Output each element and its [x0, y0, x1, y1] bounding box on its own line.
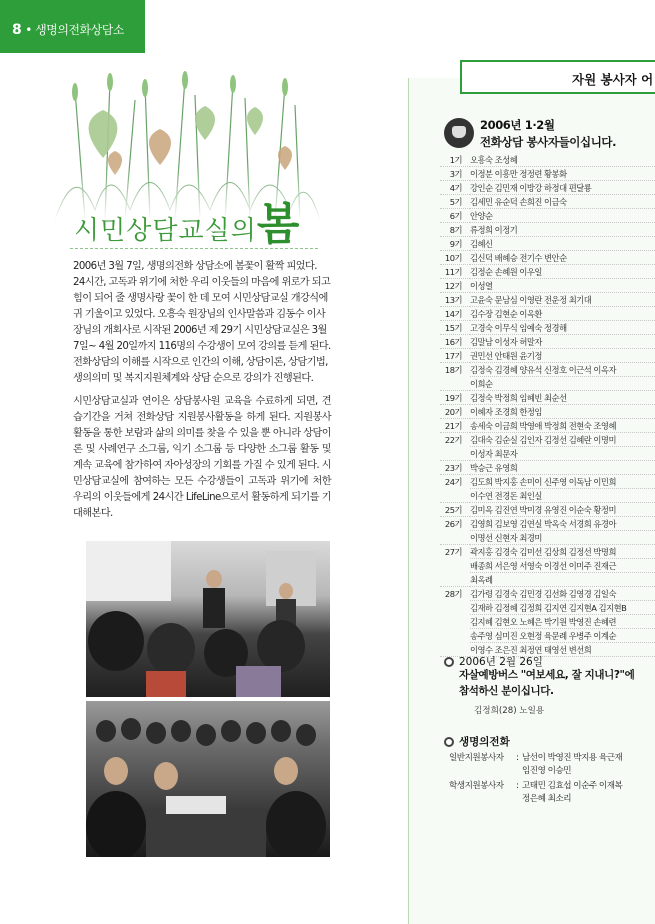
volunteer-row: [440, 223, 655, 237]
volunteer-names: 오흥숙 조성혜: [470, 153, 655, 167]
article-body: [73, 259, 331, 522]
volunteer-names: 김미옥 김진연 박미경 유영진 이순숙 황정미: [470, 503, 655, 517]
volunteer-cohort: 8기: [440, 223, 470, 237]
row-label: 학생지원봉사자: [449, 781, 504, 791]
volunteer-names: 송세숙 이금희 박영애 박정희 전현숙 조영혜: [470, 419, 655, 433]
section1-title-line1: 2006년 1·2월: [480, 118, 555, 132]
section2-text: [459, 667, 634, 699]
volunteer-row: [440, 545, 655, 587]
volunteer-names: 김수장 김현순 이옥환: [470, 307, 655, 321]
volunteer-row: [440, 307, 655, 321]
volunteer-cohort: 27기: [440, 545, 470, 587]
page-tab: [0, 0, 145, 53]
volunteer-names: 강인순 김민재 이방강 하정대 편달룡: [470, 181, 655, 195]
volunteer-cohort: 13기: [440, 293, 470, 307]
section1-title: [480, 117, 616, 151]
volunteer-names: 류정희 이정기: [470, 223, 655, 237]
volunteer-row: [440, 195, 655, 209]
volunteer-row: [440, 251, 655, 265]
volunteer-row: [440, 321, 655, 335]
section3-row: [449, 752, 655, 778]
section3-row: [449, 780, 655, 806]
volunteer-cohort: 20기: [440, 405, 470, 419]
volunteer-names: 김세민 유순덕 손희진 이금숙: [470, 195, 655, 209]
section2-participant: 김정희(28) 노일용: [474, 706, 545, 716]
section3-rows: [449, 752, 655, 808]
section3-title: 생명의전화: [459, 736, 510, 748]
volunteer-cohort: 17기: [440, 349, 470, 363]
lecture-photo-top-scene: [86, 541, 330, 697]
section-name: 생명의전화상담소: [35, 23, 124, 37]
volunteer-names: 고경숙 이무식 임예숙 정경해: [470, 321, 655, 335]
volunteer-cohort: 21기: [440, 419, 470, 433]
volunteer-names: 김정숙 박정희 임혜빈 최순선: [470, 391, 655, 405]
article-title: [74, 188, 299, 248]
volunteer-cohort: 18기: [440, 363, 470, 391]
volunteer-row: [440, 405, 655, 419]
volunteer-row: [440, 461, 655, 475]
volunteer-cohort: 22기: [440, 433, 470, 461]
row-label: 일반지원봉사자: [449, 753, 504, 763]
volunteer-names: 이정분 이흥만 정정련 황봉화: [470, 167, 655, 181]
volunteer-names: 김혜신: [470, 237, 655, 251]
volunteer-row: [440, 349, 655, 363]
volunteer-row: [440, 293, 655, 307]
volunteer-names: 김영희 김보영 김연실 박옥숙 서경희 유경아 이명선 신현자 최경미: [470, 517, 655, 545]
volunteer-cohort: 12기: [440, 279, 470, 293]
article-title-highlight: 봄: [256, 199, 300, 250]
volunteer-names: 김대숙 김순실 김인자 김정선 김혜란 이명미 이성자 최문자: [470, 433, 655, 461]
section2-line2: 참석하신 분이십니다.: [459, 685, 554, 697]
volunteer-row: [440, 209, 655, 223]
volunteer-row: [440, 433, 655, 461]
lecture-photo-top: [86, 541, 330, 697]
volunteer-names: 김정숙 김경혜 양유석 신정호 이근석 이옥자 이희순: [470, 363, 655, 391]
volunteer-row: [440, 153, 655, 167]
section2-date: 2006년 2월 26일: [459, 656, 543, 668]
volunteer-cohort: 3기: [440, 167, 470, 181]
article-paragraph-1: 2006년 3월 7일, 생명의전화 상담소에 봄꽃이 활짝 피었다. 24시간, 고독과 위기에 처한 우리 이웃들의 마음에 위로가 되고 힘이 되어 줄 생명사랑 꽃이 한 데 모여 시민상담교실 개강식에 귀 기울이고 있었다. 오흥숙 원장님의 인사말씀과 김동수 이사장님의 개회사로 시작된 2006년 제 29기 시민상담교실은 3월 7일~ 4월 20일까지 116명의 수강생이 모여 강의를 듣게 된다. 전화상담의 이해를 시작으로 인간의 이해, 상담이론, 상담기법, 생의의미 및 복지지원체계와 상담 순으로 강의가 진행된다.: [73, 261, 331, 384]
section1-title-line2: 전화상담 봉사자들이십니다.: [480, 135, 617, 149]
panel-header-title: 자원 봉사자 어: [572, 72, 654, 87]
volunteer-cohort: 15기: [440, 321, 470, 335]
volunteer-row: [440, 237, 655, 251]
page-number: 8: [12, 22, 22, 38]
volunteer-row: [440, 265, 655, 279]
volunteer-names: 김정순 손혜원 이우일: [470, 265, 655, 279]
volunteer-cohort: 23기: [440, 461, 470, 475]
volunteer-cohort: 24기: [440, 475, 470, 503]
lecture-photo-bottom: [86, 701, 330, 857]
volunteer-cohort: 5기: [440, 195, 470, 209]
volunteer-row: [440, 335, 655, 349]
volunteer-row: [440, 517, 655, 545]
volunteer-names: 권민선 안태원 윤기정: [470, 349, 655, 363]
article-paragraph-2: 시민상담교실과 연이은 상담봉사원 교육을 수료하게 되면, 견습기간을 거쳐 전화상담 지원봉사활동을 하게 된다. 지원봉사활동을 통한 보람과 삶의 의미를 찾을 수 있을 뿐 아니라 상담이론 및 사례연구 소그룹, 익기 소그룹 등 다양한 소그룹 활동 및 계속 교육에 참가하여 자아성장의 기회를 가질 수 있게 된다. 시민상담교실에 참여하는 모든 수강생들이 고독과 위기에 처한 우리의 이웃들에게 24시간 LifeLine으로서 활동하게 되기를 기대해본다.: [73, 396, 331, 519]
panel-header: [460, 60, 655, 94]
volunteer-cohort: 9기: [440, 237, 470, 251]
volunteer-row: [440, 475, 655, 503]
volunteer-names: 김신덕 배혜승 전기수 변안순: [470, 251, 655, 265]
section2-line1: 자살예방버스 "여보세요, 잘 지내니?"에: [459, 669, 635, 681]
volunteer-names: 김가령 김경숙 김민경 김선화 김영경 김일숙 김재하 김정혜 김정희 김지연 김지현A 김지현B 김지혜 김현오 노혜은 박기원 박영진 손혜련 송주영 심미진 오현정 육문례 우병주 이계순 이영수 조은진 최정연 태영선 변선희: [470, 587, 655, 657]
telephone-icon: [444, 118, 474, 148]
volunteer-names: 김말남 이성자 허말자: [470, 335, 655, 349]
volunteer-names: 곽지홍 김경숙 김미선 김상희 김정선 박명희 배종희 서은영 서영숙 이경선 이미주 진재근 최옥례: [470, 545, 655, 587]
volunteer-names: 박승근 유영희: [470, 461, 655, 475]
title-divider: [70, 248, 318, 249]
volunteer-cohort: 14기: [440, 307, 470, 321]
row-value: 고태민 김효섭 이순주 이재복 정은혜 최소리: [522, 781, 623, 804]
bullet-icon: [444, 737, 454, 747]
volunteer-cohort: 11기: [440, 265, 470, 279]
volunteer-names: 김도희 박지홍 손미이 신주영 이독남 이민희 이수연 전경돈 최인실: [470, 475, 655, 503]
volunteer-list: [440, 153, 655, 657]
volunteer-cohort: 28기: [440, 587, 470, 657]
volunteer-row: [440, 419, 655, 433]
volunteer-cohort: 4기: [440, 181, 470, 195]
volunteer-names: 이혜자 조경희 한정임: [470, 405, 655, 419]
volunteer-names: 고윤숙 문남심 이영란 전운정 최기대: [470, 293, 655, 307]
row-value: 남선이 박영진 박지용 육근재 임진영 이승민: [522, 753, 623, 776]
volunteer-cohort: 26기: [440, 517, 470, 545]
bullet-icon: [444, 657, 454, 667]
volunteer-row: [440, 391, 655, 405]
row-colon: :: [516, 753, 519, 763]
volunteer-row: [440, 181, 655, 195]
volunteer-cohort: 10기: [440, 251, 470, 265]
volunteer-row: [440, 279, 655, 293]
tab-separator: •: [25, 23, 32, 37]
volunteer-row: [440, 503, 655, 517]
volunteer-row: [440, 363, 655, 391]
volunteer-cohort: 16기: [440, 335, 470, 349]
volunteer-names: 안양순: [470, 209, 655, 223]
volunteer-names: 이성열: [470, 279, 655, 293]
lecture-photo-bottom-scene: [86, 701, 330, 857]
volunteer-row: [440, 167, 655, 181]
volunteer-cohort: 6기: [440, 209, 470, 223]
volunteer-cohort: 19기: [440, 391, 470, 405]
volunteer-row: [440, 587, 655, 657]
article-title-prefix: 시민상담교실의: [74, 216, 257, 246]
row-colon: :: [516, 781, 519, 791]
volunteer-cohort: 1기: [440, 153, 470, 167]
volunteer-cohort: 25기: [440, 503, 470, 517]
